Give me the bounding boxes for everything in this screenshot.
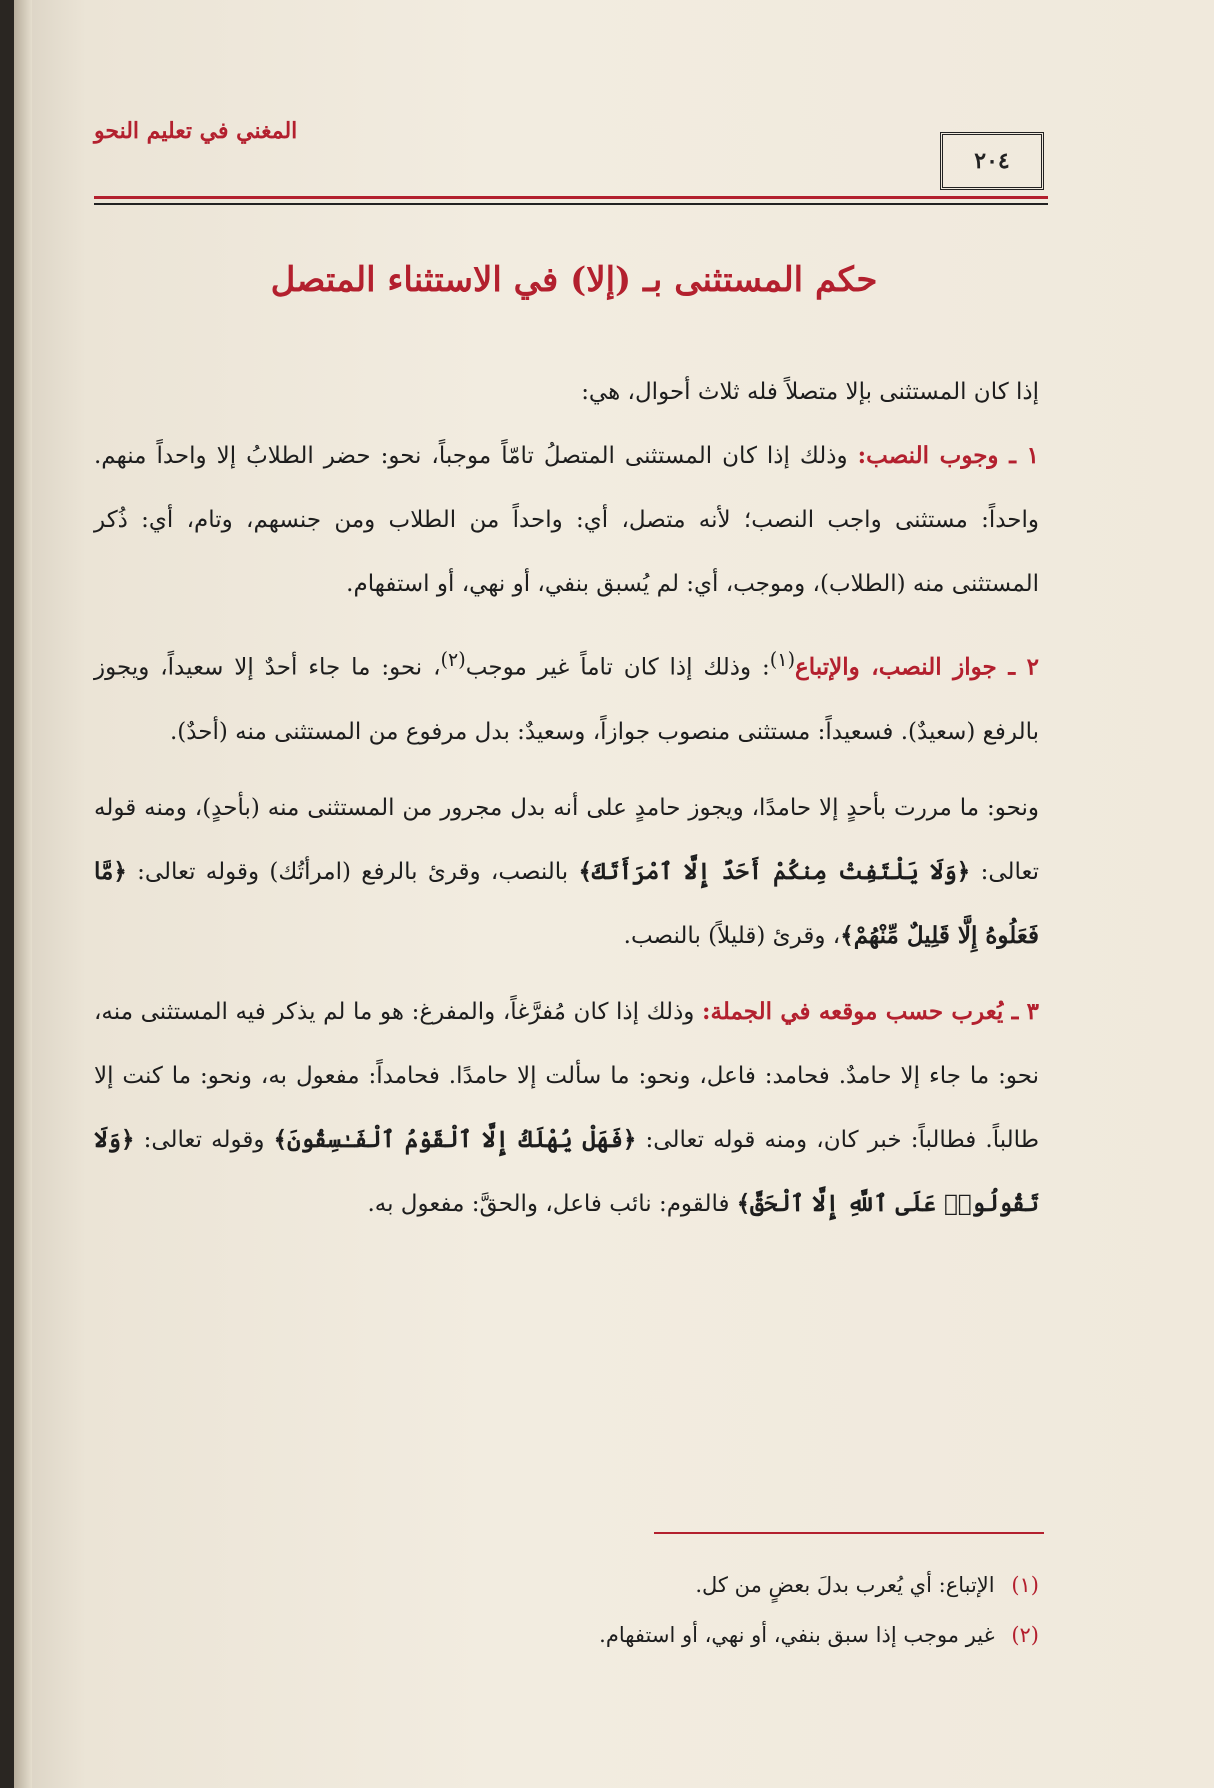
rule-3-paragraph (94, 980, 1039, 1236)
rule-1-text: وذلك إذا كان المستثنى المتصلُ تامّاً موجباً، نحو: حضر الطلابُ إلا واحداً منهم. واحداً: مستثنى واجب النصب؛ لأنه متصل، أي: واحداً من الطلاب ومن جنسهم، وتام، أي: ذُكر المستثنى منه (الطلاب)، وموجب، أي: لم يُسبق بنفي، أو نهي، أو استفهام. (94, 443, 1039, 597)
rule-2-heading: ٢ ـ جواز النصب، والإتباع (795, 653, 1039, 681)
header-rule-black (94, 203, 1048, 205)
footnote-ref-2[interactable]: (٢) (440, 648, 466, 671)
quran-verse-2: ﴿مَّا فَعَلُوهُ إِلَّا قَلِيلٌ مِّنْهُمْ﴾ (94, 857, 1039, 949)
rule-2-text-2: ، نحو: ما جاء أحدٌ إلا سعيداً، ويجوز بالرفع (سعيدٌ). فسعيداً: مستثنى منصوب جوازاً، وسعيدٌ: بدل مرفوع من المستثنى منه (أحدٌ). (94, 654, 1039, 745)
page-number: ٢٠٤ (940, 132, 1044, 190)
page-header (94, 118, 1044, 208)
header-rule-red (94, 196, 1048, 199)
footnote-2-number: (٢) (1011, 1623, 1039, 1647)
rule-2-text-1: : وذلك إذا كان تاماً غير موجب (465, 654, 770, 681)
page-gutter-shadow (14, 0, 32, 1788)
footnote-1-number: (١) (1011, 1573, 1039, 1597)
rule-2-text-3: ونحو: ما مررت بأحدٍ إلا حامدًا، ويجوز حامدٍ على أنه بدل مجرور من المستثنى منه (بأحدٍ)، ومنه قوله تعالى: (94, 794, 1040, 885)
footnote-1-text: الإتباع: أي يُعرب بدلَ بعضٍ من كل. (695, 1573, 995, 1597)
running-header-title: المغني في تعليم النحو (94, 118, 298, 144)
footnote-1 (314, 1560, 1039, 1610)
rule-2-text-5: ، وقرئ (قليلاً) بالنصب. (623, 922, 841, 949)
quran-verse-1: ﴿وَلَا يَلْتَفِتْ مِنكُمْ أَحَدٌ إِلَّا ٱمْرَأَتَكَ﴾ (578, 857, 971, 885)
page-body (94, 360, 1039, 1236)
rule-2-example-paragraph (94, 776, 1039, 968)
rule-3-text-3: فالقوم: نائب فاعل، والحقَّ: مفعول به. (367, 1190, 730, 1217)
footnote-separator (654, 1532, 1044, 1534)
quran-verse-3: ﴿فَهَلْ يُهْلَكُ إِلَّا ٱلْقَوْمُ ٱلْفَـٰسِقُونَ﴾ (273, 1125, 637, 1153)
footnotes (314, 1560, 1039, 1660)
footnote-2 (314, 1610, 1039, 1660)
footnote-ref-1[interactable]: (١) (769, 648, 796, 671)
section-title: حكم المستثنى بـ (إلا) في الاستثناء المتصل (270, 260, 878, 300)
rule-2-text-4: بالنصب، وقرئ بالرفع (امرأتُك) وقوله تعالى: (137, 858, 569, 885)
rule-3-heading: ٣ ـ يُعرب حسب موقعه في الجملة: (702, 997, 1039, 1025)
quran-verse-4: ﴿وَلَا تَقُولُوا۟ عَلَى ٱللَّهِ إِلَّا ٱلْحَقَّ﴾ (94, 1125, 1039, 1217)
rule-3-text-1: وذلك إذا كان مُفرَّغاً، والمفرغ: هو ما لم يذكر فيه المستثنى منه، نحو: ما جاء إلا حامدٌ. فحامد: فاعل، ونحو: ما سألت إلا حامدًا. فحامداً: مفعول به، ونحو: ما كنت إلا طالباً. فطالباً: خبر كان، ومنه قوله تعالى: (94, 998, 1039, 1153)
footnote-2-text: غير موجب إذا سبق بنفي، أو نهي، أو استفهام. (599, 1623, 995, 1647)
rule-2-paragraph (94, 628, 1039, 764)
book-page (14, 0, 1214, 1788)
rule-3-text-2: وقوله تعالى: (143, 1126, 265, 1153)
rule-1-paragraph (94, 424, 1039, 616)
intro-paragraph: إذا كان المستثنى بإلا متصلاً فله ثلاث أحوال، هي: (581, 379, 1039, 405)
rule-1-heading: ١ ـ وجوب النصب: (857, 442, 1039, 469)
